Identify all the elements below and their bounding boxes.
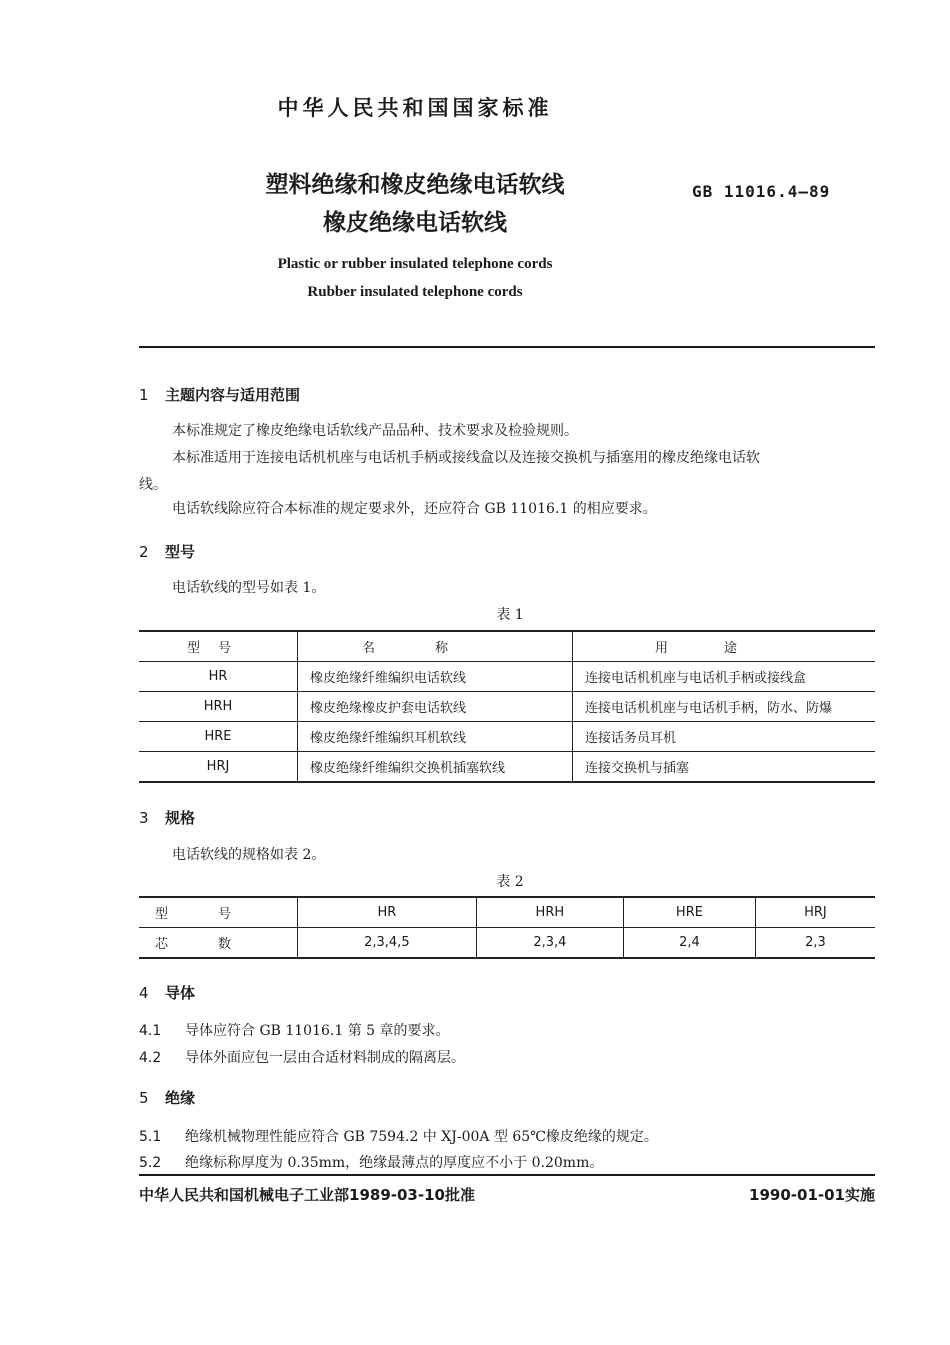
footer-divider bbox=[139, 1174, 875, 1176]
clause-text: 绝缘标称厚度为 0.35mm，绝缘最薄点的厚度应不小于 0.20mm。 bbox=[185, 1155, 604, 1171]
table-header-cell: 型号 bbox=[186, 641, 249, 656]
section-1-paragraph-2-cont: 线。 bbox=[139, 477, 167, 493]
section-2-heading bbox=[139, 541, 195, 562]
table-row bbox=[139, 752, 875, 783]
table-cell: 2,4 bbox=[623, 928, 755, 959]
table-cell: 橡皮绝缘纤维编织耳机软线 bbox=[298, 722, 573, 752]
table-1-caption: 表 1 bbox=[496, 607, 524, 623]
section-2-paragraph-1: 电话软线的型号如表 1。 bbox=[172, 580, 326, 596]
clause-5-1 bbox=[139, 1126, 658, 1146]
section-number: 5 bbox=[139, 1089, 149, 1107]
clause-number: 5.1 bbox=[139, 1129, 162, 1145]
standard-number: GB 11016.4—89 bbox=[692, 182, 831, 201]
clause-number: 5.2 bbox=[139, 1155, 162, 1171]
table-cell: HRH bbox=[476, 897, 623, 928]
table-cell: 橡皮绝缘橡皮护套电话软线 bbox=[298, 692, 573, 722]
clause-number: 4.1 bbox=[139, 1023, 162, 1039]
header-divider bbox=[139, 346, 875, 348]
table-cell: HR bbox=[139, 662, 298, 692]
table-cell: 2,3,4 bbox=[476, 928, 623, 959]
table-2-caption: 表 2 bbox=[496, 874, 524, 890]
document-title-line1: 塑料绝缘和橡皮绝缘电话软线 bbox=[265, 172, 565, 198]
english-title-line1: Plastic or rubber insulated telephone cords bbox=[277, 256, 553, 272]
table-cell: HRJ bbox=[755, 897, 875, 928]
section-title: 型号 bbox=[165, 543, 196, 561]
table-cell: HRE bbox=[139, 722, 298, 752]
section-3-paragraph-1: 电话软线的规格如表 2。 bbox=[172, 847, 326, 863]
section-1-paragraph-1: 本标准规定了橡皮绝缘电话软线产品品种、技术要求及检验规则。 bbox=[172, 423, 578, 439]
table-row bbox=[139, 662, 875, 692]
table-cell: 连接交换机与插塞 bbox=[573, 752, 876, 783]
table-row bbox=[139, 897, 875, 928]
table-cell: 连接话务员耳机 bbox=[573, 722, 876, 752]
clause-4-1 bbox=[139, 1020, 450, 1040]
table-cell: HRJ bbox=[139, 752, 298, 783]
implementation-date: 1990-01-01实施 bbox=[749, 1186, 875, 1204]
table-cell: HR bbox=[298, 897, 477, 928]
table-header-row bbox=[139, 631, 875, 662]
clause-text: 导体外面应包一层由合适材料制成的隔离层。 bbox=[185, 1050, 465, 1066]
section-title: 绝缘 bbox=[165, 1089, 196, 1107]
table-1 bbox=[139, 630, 875, 783]
section-number: 4 bbox=[139, 984, 149, 1002]
table-row bbox=[139, 722, 875, 752]
clause-number: 4.2 bbox=[139, 1050, 162, 1066]
table-cell: 橡皮绝缘纤维编织交换机插塞软线 bbox=[298, 752, 573, 783]
clause-4-2 bbox=[139, 1047, 465, 1067]
section-1-paragraph-3: 电话软线除应符合本标准的规定要求外，还应符合 GB 11016.1 的相应要求。 bbox=[172, 501, 657, 517]
table-cell: 2,3 bbox=[755, 928, 875, 959]
table-row-label: 型号 bbox=[154, 907, 281, 922]
section-title: 主题内容与适用范围 bbox=[165, 386, 301, 404]
section-1-paragraph-2: 本标准适用于连接电话机机座与电话机手柄或接线盒以及连接交换机与插塞用的橡皮绝缘电话软 bbox=[172, 450, 760, 466]
document-title-line2: 橡皮绝缘电话软线 bbox=[323, 210, 507, 236]
approval-statement: 中华人民共和国机械电子工业部1989-03-10批准 bbox=[139, 1186, 475, 1204]
english-title-line2: Rubber insulated telephone cords bbox=[307, 284, 523, 300]
section-4-heading bbox=[139, 982, 195, 1003]
table-cell: 连接电话机机座与电话机手柄或接线盒 bbox=[573, 662, 876, 692]
clause-5-2 bbox=[139, 1152, 603, 1172]
table-header-cell: 名称 bbox=[298, 631, 573, 662]
table-cell: 2,3,4,5 bbox=[298, 928, 477, 959]
section-number: 2 bbox=[139, 543, 149, 561]
table-row-label: 芯数 bbox=[139, 928, 298, 959]
section-number: 3 bbox=[139, 809, 149, 827]
clause-text: 绝缘机械物理性能应符合 GB 7594.2 中 XJ-00A 型 65℃橡皮绝缘的规定。 bbox=[185, 1129, 658, 1145]
clause-text: 导体应符合 GB 11016.1 第 5 章的要求。 bbox=[185, 1023, 450, 1039]
table-cell: 橡皮绝缘纤维编织电话软线 bbox=[298, 662, 573, 692]
section-3-heading bbox=[139, 807, 195, 828]
table-cell: HRH bbox=[139, 692, 298, 722]
table-cell: 连接电话机机座与电话机手柄，防水、防爆 bbox=[573, 692, 876, 722]
section-number: 1 bbox=[139, 386, 149, 404]
section-5-heading bbox=[139, 1087, 195, 1108]
table-row bbox=[139, 928, 875, 959]
table-2 bbox=[139, 896, 875, 959]
section-title: 导体 bbox=[165, 984, 196, 1002]
table-row bbox=[139, 692, 875, 722]
table-header-cell: 用途 bbox=[573, 631, 876, 662]
national-standard-heading: 中华人民共和国国家标准 bbox=[277, 96, 553, 120]
section-1-heading bbox=[139, 384, 300, 405]
section-title: 规格 bbox=[165, 809, 196, 827]
table-cell: HRE bbox=[623, 897, 755, 928]
